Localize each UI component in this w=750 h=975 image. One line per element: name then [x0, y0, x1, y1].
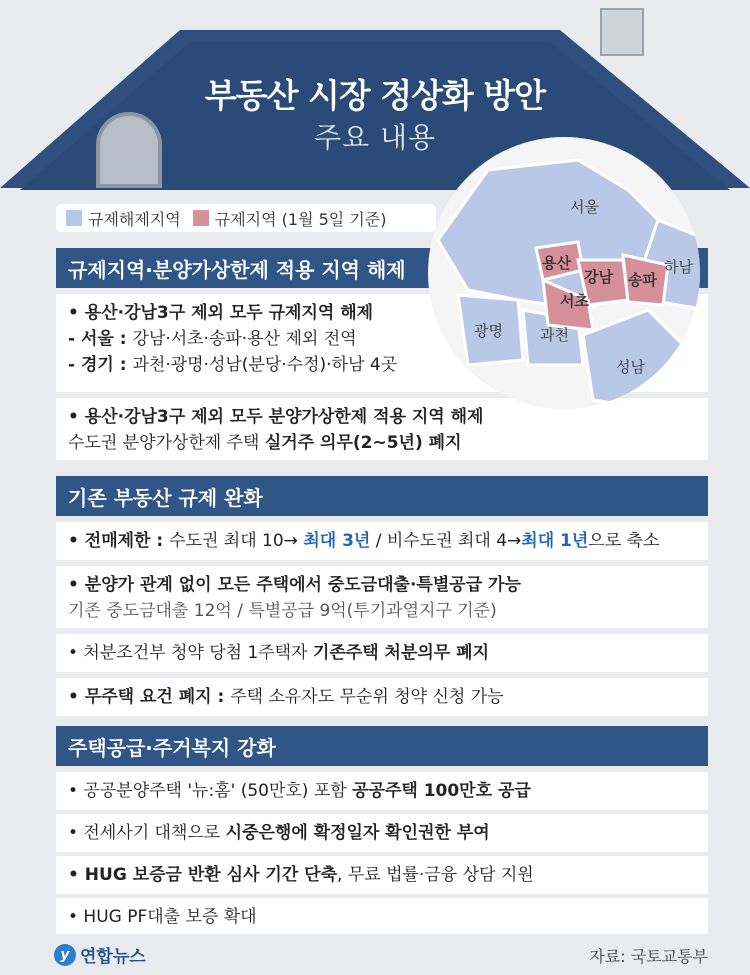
info-card	[56, 566, 708, 628]
info-card	[56, 522, 708, 560]
chimney	[600, 8, 644, 56]
bullet-line: - 서울 : 강남·서초·송파·용산 제외 전역	[68, 329, 357, 349]
info-card	[56, 856, 708, 894]
map-label-gwangmyeong: 광명	[474, 323, 503, 340]
region-map	[428, 120, 700, 426]
legend	[56, 204, 436, 232]
info-card	[56, 634, 708, 672]
map-label-hanam: 하남	[664, 259, 693, 276]
bullet-line: • HUG 보증금 반환 심사 기간 단축, 무료 법률·금융 상담 지원	[68, 865, 534, 885]
logo-text: 연합뉴스	[80, 947, 146, 967]
bullet-line: • 무주택 요건 폐지 : 주택 소유자도 무순위 청약 신청 가능	[68, 687, 504, 707]
bullet-line: • 분양가 관계 없이 모든 주택에서 중도금대출·특별공급 가능	[68, 575, 521, 595]
bullet-line: • 용산·강남3구 제외 모두 규제지역 해제	[68, 303, 374, 323]
legend-swatch	[193, 210, 209, 226]
bullet-line: • 처분조건부 청약 당첨 1주택자 기존주택 처분의무 폐지	[68, 643, 489, 663]
page-subtitle: 주요 내용	[313, 121, 437, 154]
legend-swatch	[66, 210, 82, 226]
map-label-seocho: 서초	[560, 293, 589, 310]
source-credit: 자료: 국토교통부	[589, 947, 708, 966]
bullet-line: 수도권 분양가상한제 주택 실거주 의무(2~5년) 폐지	[68, 433, 462, 453]
legend-item-deregulated	[66, 207, 181, 230]
bullet-line: - 경기 : 과천·광명·성남(분당·수정)·하남 4곳	[68, 355, 398, 375]
legend-item-regulated	[193, 207, 387, 230]
bullet-line: • 공공분양주택 '뉴:홈' (50만호) 포함 공공주택 100만호 공급	[68, 781, 531, 801]
map-label-gwacheon: 과천	[540, 327, 569, 344]
info-card	[56, 678, 708, 716]
bullet-line: • 전세사기 대책으로 시중은행에 확정일자 확인권한 부여	[68, 823, 490, 843]
info-card	[56, 772, 708, 810]
map-label-songpa: 송파	[628, 272, 657, 289]
yonhap-logo	[54, 942, 146, 967]
map-label-yongsan: 용산	[542, 255, 571, 272]
legend-label: 규제지역 (1월 5일 기준)	[214, 209, 387, 229]
bullet-line: 기존 중도금대출 12억 / 특별공급 9억(투기과열지구 기준)	[68, 601, 497, 621]
section-header-regulation: 규제지역·분양가상한제 적용 지역 해제	[56, 248, 708, 288]
map-label-seongnam: 성남	[616, 359, 645, 376]
map-label-gangnam: 강남	[584, 269, 613, 286]
bullet-line: • HUG PF대출 보증 확대	[68, 907, 257, 927]
section-header-deregulation: 기존 부동산 규제 완화	[56, 476, 708, 516]
section-header-housing: 주택공급·주거복지 강화	[56, 726, 708, 766]
bullet-line: • 용산·강남3구 제외 모두 분양가상한제 적용 지역 해제	[68, 407, 484, 427]
map-label-seoul: 서울	[570, 199, 599, 216]
legend-label: 규제해제지역	[88, 209, 181, 229]
bullet-line: • 전매제한 : 수도권 최대 10→ 최대 3년 / 비수도권 최대 4→최대 1년으로 축소	[68, 531, 660, 551]
info-card	[56, 898, 708, 934]
info-card	[56, 814, 708, 852]
page-title: 부동산 시장 정상화 방안	[204, 76, 546, 115]
yonhap-logo-icon: y	[54, 944, 76, 966]
